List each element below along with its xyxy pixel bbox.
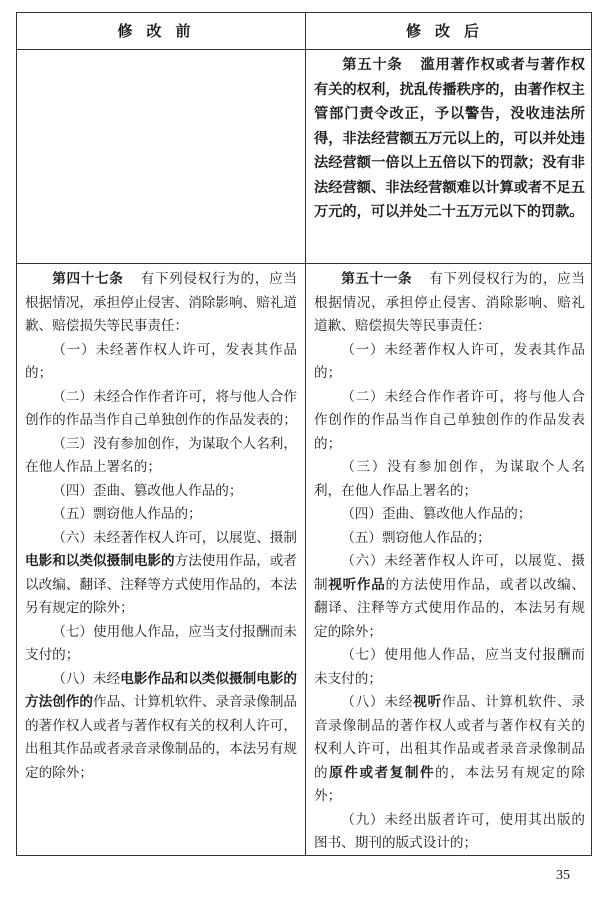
article-51-item-8-added: 原件或者复制件 [329, 764, 436, 781]
article-51-item-8-changed: 视听 [413, 694, 442, 710]
header-divider [17, 49, 591, 50]
article-51-item-4: （四）歪曲、篡改他人作品的； [341, 506, 532, 522]
article-51-item-6-changed: 视听作品 [328, 576, 386, 593]
article-51-item-8: （八）未经视听作品、计算机软件、录音录像制品的著作权人或者与著作权有关的权利人许可，出租其作品或者录音录像制品的原件或者复制件的，本法另有规定的除外； [314, 694, 586, 804]
article-50-title: 第五十条 [342, 57, 403, 73]
article-51-item-3: （三）没有参加创作，为谋取个人名利，在他人作品上署名的； [314, 459, 585, 499]
article-47-item-4: （四）歪曲、篡改他人作品的； [52, 482, 243, 499]
article-51-item-6: （六）未经著作权人许可，以展览、摄制视听作品的方法使用作品，或者以改编、翻译、注释等方式使用作品的，本法另有规定的除外； [314, 553, 586, 640]
article-51-item-5: （五）剽窃他人作品的； [341, 529, 491, 546]
header-before: 修改前 [117, 22, 205, 40]
article-47-item-8: （八）未经电影作品和以类似摄制电影的方法创作的作品、计算机软件、录音录像制品的著作权人或者与著作权有关的权利人许可，出租其作品或者录音录像制品的，本法另有规定的除外； [25, 670, 298, 781]
article-47-intro: 有下列侵权行为的，应当根据情况，承担停止侵害、消除影响、赔礼道歉、赔偿损失等民事责任： [25, 271, 297, 334]
article-51-item-1: （一）未经著作权人许可，发表其作品的； [314, 341, 585, 381]
after-article-51 [306, 268, 593, 856]
article-47-item-3: （三）没有参加创作，为谋取个人名利，在他人作品上署名的； [25, 435, 297, 475]
article-51-item-2: （二）未经合作作者许可，将与他人合作创作的作品当作自己单独创作的作品发表的； [314, 388, 585, 452]
article-50-text: 滥用著作权或者与著作权有关的权利，扰乱传播秩序的，由著作权主管部门责令改正，予以警告，没收违法所得，非法经营额五万元以上的，可以并处违法经营额一倍以上五倍以下的罚款；没有非法经营额、非法经营额难以计算或者不足五万元的，可以并处二十五万元以下的罚款。 [314, 57, 585, 220]
article-47-item-8-changed: 电影作品和以类似摄制电影的方法创作的 [25, 670, 298, 710]
article-47-title: 第四十七条 [52, 271, 124, 287]
article-47-item-6: （六）未经著作权人许可，以展览、摄制电影和以类似摄制电影的方法使用作品，或者以改编、翻译、注释等方式使用作品的，本法另有规定的除外； [25, 529, 298, 616]
article-51-title: 第五十一条 [341, 271, 413, 287]
article-51-item-9: （九）未经出版者许可，使用其出版的图书、期刊的版式设计的； [314, 811, 585, 851]
page-number: 35 [556, 868, 570, 883]
row-divider [17, 263, 591, 264]
article-47-item-6-changed: 电影和以类似摄制电影的 [25, 553, 175, 569]
before-article-47 [17, 268, 305, 785]
after-article-50 [306, 53, 593, 225]
article-47-item-2: （二）未经合作作者许可，将与他人合作创作的作品当作自己单独创作的作品发表的； [25, 388, 297, 428]
article-47-item-5: （五）剽窃他人作品的； [52, 506, 202, 522]
article-47-item-7: （七）使用他人作品，应当支付报酬而未支付的； [25, 623, 297, 663]
header-after: 修改后 [405, 22, 493, 40]
comparison-table [16, 12, 592, 856]
article-47-item-1: （一）未经著作权人许可，发表其作品的； [25, 341, 297, 381]
article-51-intro: 有下列侵权行为的，应当根据情况，承担停止侵害、消除影响、赔礼道歉、赔偿损失等民事责任： [314, 271, 585, 334]
article-51-item-7: （七）使用他人作品，应当支付报酬而未支付的； [314, 647, 585, 687]
